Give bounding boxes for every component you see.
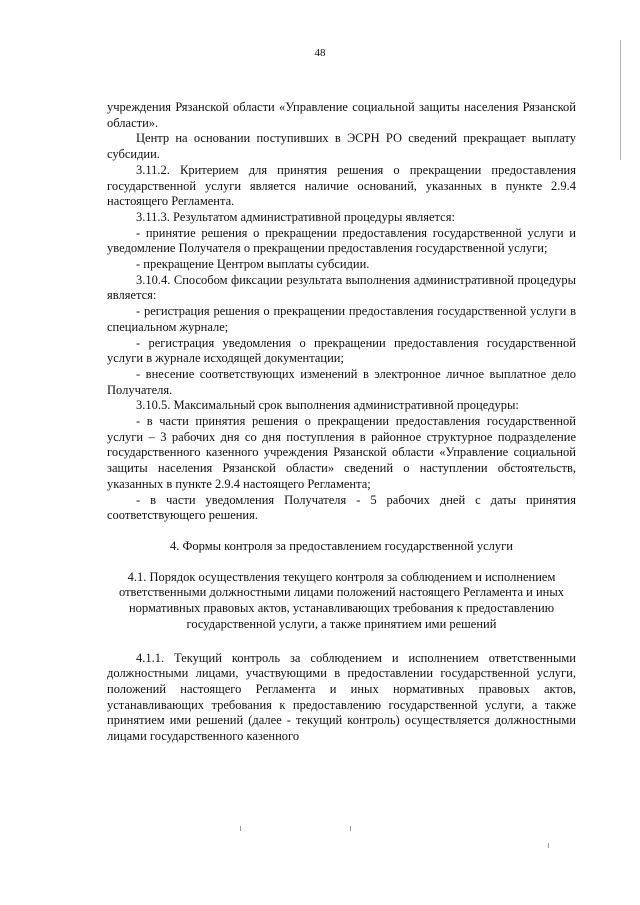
paragraph: 3.11.3. Результатом административной процедуры является:	[136, 209, 455, 224]
scan-mark	[240, 826, 241, 831]
scan-mark	[350, 826, 351, 831]
subsection-title: 4.1. Порядок осуществления текущего контроля за соблюдением и исполнением ответственными должностными лицами положений настоящего Регламента и иных нормативных правовых актов, устанавливающих требования к предоставлению государственной услуги, а также принятием ими решений	[119, 569, 564, 631]
page-number: 48	[314, 47, 326, 59]
list-item: - в части принятия решения о прекращении предоставления государственной услуги – 3 рабочих дня со дня поступления в районное структурное подразделение государственного казенного учреждения Рязанской области «Управление социальной защиты населения Рязанской области» сведений о наступлении обстоятельств, указанных в пункте 2.9.4 настоящего Регламента;	[107, 414, 576, 491]
paragraph: учреждения Рязанской области «Управление социальной защиты населения Рязанской области».	[107, 100, 576, 130]
list-item: - регистрация уведомления о прекращении предоставления государственной услуги в журнале исходящей документации;	[107, 335, 576, 366]
section-title: 4. Формы контроля за предоставлением государственной услуги	[170, 538, 513, 553]
list-item: - в части уведомления Получателя - 5 рабочих дней с даты принятия соответствующего решения.	[107, 492, 576, 523]
paragraph: 3.11.2. Критерием для принятия решения о прекращении предоставления государственной услуги является наличие оснований, указанных в пункте 2.9.4 настоящего Регламента.	[107, 162, 576, 209]
paragraph: Центр на основании поступивших в ЭСРН РО сведений прекращает выплату субсидии.	[107, 131, 576, 162]
list-item: - прекращение Центром выплаты субсидии.	[136, 257, 370, 272]
scan-mark	[548, 843, 549, 848]
list-item: - регистрация решения о прекращении предоставления государственной услуги в специальном журнале;	[107, 304, 576, 334]
list-item: - принятие решения о прекращении предоставления государственной услуги и уведомление Получателя о прекращении предоставления государственной услуги;	[107, 225, 576, 256]
list-item: - внесение соответствующих изменений в электронное личное выплатное дело Получателя.	[107, 366, 576, 397]
document-body	[107, 100, 576, 745]
paragraph: 4.1.1. Текущий контроль за соблюдением и исполнением ответственными должностными лицами, участвующими в предоставлении государственной услуги, положений настоящего Регламента и иных нормативных правовых актов, устанавливающих требования к предоставлению государственной услуги, а также принятием ими решений (далее - текущий контроль) осуществляется должностными лицами государственного казенного	[107, 650, 576, 744]
paragraph: 3.10.5. Максимальный срок выполнения административной процедуры:	[136, 398, 519, 413]
paragraph: 3.10.4. Способом фиксации результата выполнения административной процедуры является:	[107, 272, 576, 303]
